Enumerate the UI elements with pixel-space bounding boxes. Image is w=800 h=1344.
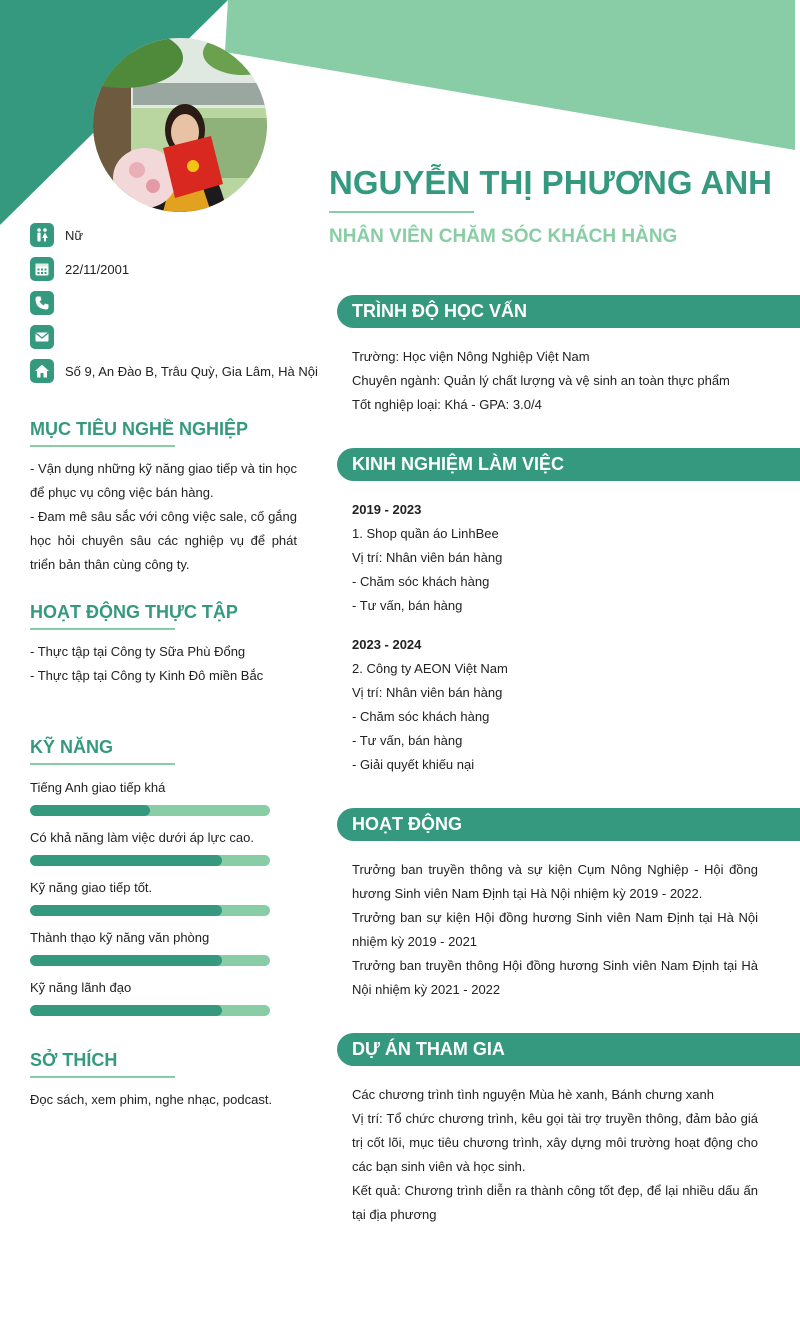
gender-text: Nữ (65, 227, 84, 243)
contact-address (30, 359, 318, 383)
activity-line: Trưởng ban sự kiện Hội đồng hương Sinh viên Nam Định tại Hà Nội nhiệm kỳ 2019 - 2021 (352, 910, 758, 949)
projects-header (337, 1033, 800, 1066)
internship-body (30, 640, 297, 688)
education-heading: TRÌNH ĐỘ HỌC VẤN (352, 301, 527, 321)
job-line: - Tư vấn, bán hàng (352, 598, 463, 613)
job-line: Vị trí: Nhân viên bán hàng (352, 550, 503, 565)
skills-divider (30, 763, 175, 765)
skill-bar (30, 955, 270, 966)
job-line: - Chăm sóc khách hàng (352, 709, 490, 724)
profile-photo (93, 38, 267, 212)
job-period: 2019 - 2023 (352, 502, 422, 517)
experience-job (352, 633, 758, 777)
activity-line: Trưởng ban truyền thông và sự kiện Cụm Nông Nghiệp - Hội đồng hương Sinh viên Nam Định tại Hà Nội nhiệm kỳ 2019 - 2022. (352, 862, 758, 901)
job-line: 2. Công ty AEON Việt Nam (352, 661, 508, 676)
education-line: Chuyên ngành: Quản lý chất lượng và vệ sinh an toàn thực phẩm (352, 373, 730, 388)
project-line: Vị trí: Tổ chức chương trình, kêu gọi tài trợ truyền thông, đảm bảo giá trị cốt lõi, mục tiêu chương trình, xây dựng môi trường hoạt động cho các bạn sinh viên và học sinh. (352, 1111, 758, 1174)
skill-bar (30, 855, 270, 866)
experience-job (352, 498, 758, 618)
career-goal-heading: MỤC TIÊU NGHỀ NGHIỆP (30, 419, 249, 439)
career-goal-body (30, 457, 297, 577)
internship-line: - Thực tập tại Công ty Kinh Đô miền Bắc (30, 668, 264, 683)
skill-bar-fill (30, 805, 150, 816)
career-goal-line: - Đam mê sâu sắc với công việc sale, cố gắng học hỏi chuyên sâu các nghiệp vụ để phát triển bản thân cùng công ty. (30, 509, 297, 572)
job-title: NHÂN VIÊN CHĂM SÓC KHÁCH HÀNG (329, 226, 678, 247)
job-line: - Chăm sóc khách hàng (352, 574, 490, 589)
skill-bar-fill (30, 905, 222, 916)
calendar-icon (30, 257, 54, 281)
activities-header (337, 808, 800, 841)
skill-label: Tiếng Anh giao tiếp khá (30, 780, 166, 795)
project-line: Các chương trình tình nguyện Mùa hè xanh, Bánh chưng xanh (352, 1087, 714, 1102)
contact-birthday (30, 257, 129, 281)
address-text: Số 9, An Đào B, Trâu Quỳ, Gia Lâm, Hà Nội (65, 363, 318, 379)
hobbies-text: Đọc sách, xem phim, nghe nhạc, podcast. (30, 1092, 273, 1107)
skill-label: Kỹ năng giao tiếp tốt. (30, 880, 153, 895)
job-period: 2023 - 2024 (352, 637, 422, 652)
projects-body (352, 1083, 758, 1227)
internship-divider (30, 628, 175, 630)
skill-label: Thành thạo kỹ năng văn phòng (30, 930, 210, 945)
email-icon (30, 325, 54, 349)
job-line: Vị trí: Nhân viên bán hàng (352, 685, 503, 700)
education-header (337, 295, 800, 328)
job-line: - Giải quyết khiếu nại (352, 757, 475, 772)
career-goal-line: - Vận dụng những kỹ năng giao tiếp và tin học để phục vụ công việc bán hàng. (30, 461, 297, 500)
education-line: Trường: Học viện Nông Nghiệp Việt Nam (352, 349, 590, 364)
experience-heading: KINH NGHIỆM LÀM VIỆC (352, 454, 565, 474)
skill-bar-fill (30, 1005, 222, 1016)
contact-phone (30, 291, 65, 315)
activities-heading: HOẠT ĐỘNG (352, 814, 462, 834)
activity-line: Trưởng ban truyền thông Hội đồng hương Sinh viên Nam Định tại Hà Nội nhiệm kỳ 2021 - 2022 (352, 958, 758, 997)
skill-label: Kỹ năng lãnh đạo (30, 980, 132, 995)
skill-bar (30, 1005, 270, 1016)
gender-icon (30, 223, 54, 247)
activities-body (352, 858, 758, 1002)
home-icon (30, 359, 54, 383)
phone-icon (30, 291, 54, 315)
skill-bar (30, 805, 270, 816)
experience-header (337, 448, 800, 481)
skill-bar (30, 905, 270, 916)
candidate-name: NGUYỄN THỊ PHƯƠNG ANH (329, 164, 772, 201)
hobbies-body (30, 1088, 297, 1112)
education-line: Tốt nghiệp loại: Khá - GPA: 3.0/4 (352, 397, 542, 412)
project-line: Kết quả: Chương trình diễn ra thành công tốt đẹp, để lại nhiều dấu ấn tại địa phương (352, 1183, 758, 1222)
career-goal-divider (30, 445, 175, 447)
contact-email (30, 325, 65, 349)
skill-bar-fill (30, 955, 222, 966)
projects-heading: DỰ ÁN THAM GIA (352, 1039, 505, 1059)
skill-bar-fill (30, 855, 222, 866)
skills-heading: KỸ NĂNG (30, 737, 114, 757)
internship-heading: HOẠT ĐỘNG THỰC TẬP (30, 602, 238, 622)
job-line: 1. Shop quần áo LinhBee (352, 526, 499, 541)
education-body (352, 345, 758, 417)
birthday-text: 22/11/2001 (65, 261, 130, 277)
hobbies-divider (30, 1076, 175, 1078)
hobbies-heading: SỞ THÍCH (30, 1050, 118, 1070)
contact-gender (30, 223, 83, 247)
internship-line: - Thực tập tại Công ty Sữa Phù Đổng (30, 644, 246, 659)
skill-label: Có khả năng làm việc dưới áp lực cao. (30, 830, 254, 845)
name-divider (329, 211, 474, 213)
job-line: - Tư vấn, bán hàng (352, 733, 463, 748)
